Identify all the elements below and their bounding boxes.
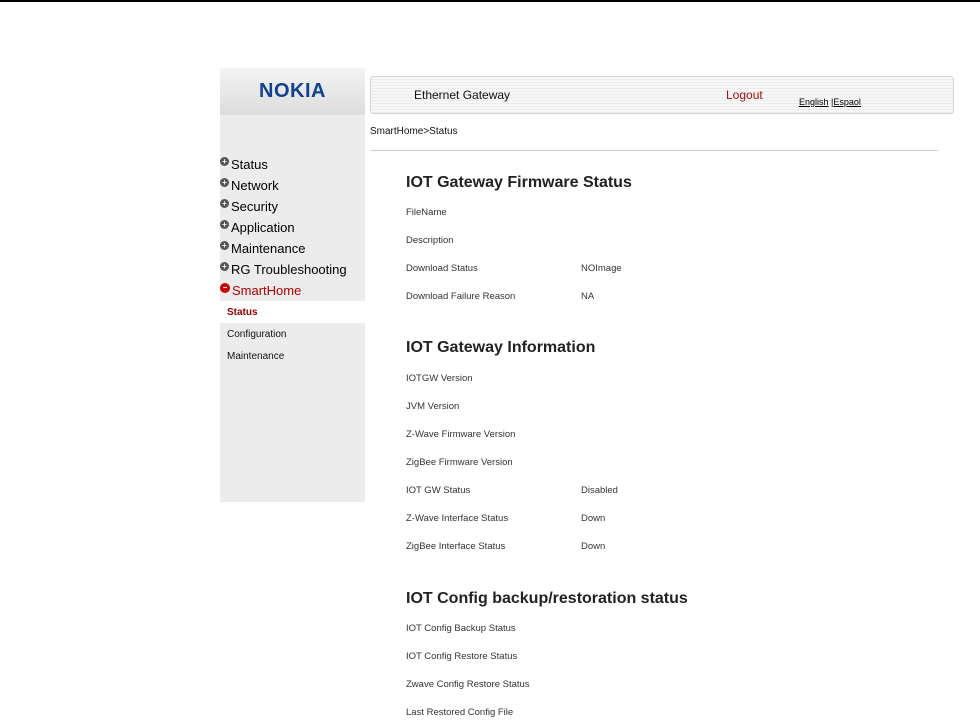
sidebar-item-smarthome[interactable] xyxy=(220,280,365,301)
logo-area xyxy=(220,68,365,115)
gateway-title: Ethernet Gateway xyxy=(414,88,511,102)
plus-icon: + xyxy=(220,241,229,250)
subnav-configuration[interactable]: Configuration xyxy=(227,328,287,340)
spanish-link[interactable]: Espaol xyxy=(833,97,861,107)
english-link[interactable]: English xyxy=(799,97,829,107)
sidebar-menu xyxy=(220,154,365,301)
row-label: Download Status xyxy=(406,263,478,274)
sidebar-submenu xyxy=(220,301,365,367)
sidebar xyxy=(220,68,365,502)
plus-icon: + xyxy=(220,262,229,271)
sidebar-item-label: Application xyxy=(231,220,295,235)
plus-icon: + xyxy=(220,178,229,187)
row-label: Z-Wave Interface Status xyxy=(406,513,509,524)
row-label: IOT Config Backup Status xyxy=(406,623,516,634)
plus-icon: + xyxy=(220,157,229,166)
sidebar-item-status[interactable] xyxy=(220,154,365,175)
row-value: NA xyxy=(581,291,595,302)
sidebar-item-label: Security xyxy=(231,199,278,214)
plus-icon: + xyxy=(220,220,229,229)
info-section-title: IOT Gateway Information xyxy=(406,339,596,356)
row-value: Disabled xyxy=(581,485,618,496)
language-switcher xyxy=(799,97,861,107)
minus-icon: − xyxy=(220,283,230,293)
row-value: NOImage xyxy=(581,263,622,274)
logout-link[interactable]: Logout xyxy=(726,88,763,102)
row-value: Down xyxy=(581,513,606,524)
row-label: ZigBee Interface Status xyxy=(406,541,506,552)
backup-section-title: IOT Config backup/restoration status xyxy=(406,590,688,607)
row-label: FileName xyxy=(406,207,447,218)
sidebar-item-label: Network xyxy=(231,178,279,193)
row-label: Zwave Config Restore Status xyxy=(406,679,530,690)
breadcrumb: SmartHome>Status xyxy=(370,126,458,137)
divider xyxy=(370,150,938,151)
sidebar-item-rg-troubleshooting[interactable] xyxy=(220,259,365,280)
row-label: Description xyxy=(406,235,454,246)
row-label: IOT Config Restore Status xyxy=(406,651,518,662)
sidebar-item-label: Status xyxy=(231,157,268,172)
row-label: Z-Wave Firmware Version xyxy=(406,429,516,440)
row-label: JVM Version xyxy=(406,401,460,412)
header-bar xyxy=(370,76,954,114)
sidebar-item-label: SmartHome xyxy=(232,283,302,298)
row-label: IOTGW Version xyxy=(406,373,473,384)
subnav-status[interactable]: Status xyxy=(220,301,365,323)
row-label: Last Restored Config File xyxy=(406,707,514,718)
firmware-section-title: IOT Gateway Firmware Status xyxy=(406,174,632,191)
nokia-logo: NOKIA xyxy=(259,80,326,102)
subnav-maintenance[interactable]: Maintenance xyxy=(227,350,285,362)
row-label: ZigBee Firmware Version xyxy=(406,457,513,468)
row-value: Down xyxy=(581,541,606,552)
sidebar-item-maintenance[interactable] xyxy=(220,238,365,259)
sidebar-item-label: Maintenance xyxy=(231,241,306,256)
sidebar-item-network[interactable] xyxy=(220,175,365,196)
sidebar-item-label: RG Troubleshooting xyxy=(231,262,347,277)
top-border-line xyxy=(0,0,980,2)
row-label: IOT GW Status xyxy=(406,485,471,496)
sidebar-item-security[interactable] xyxy=(220,196,365,217)
plus-icon: + xyxy=(220,199,229,208)
sidebar-item-application[interactable] xyxy=(220,217,365,238)
language-separator: | xyxy=(828,97,834,107)
row-label: Download Failure Reason xyxy=(406,291,516,302)
